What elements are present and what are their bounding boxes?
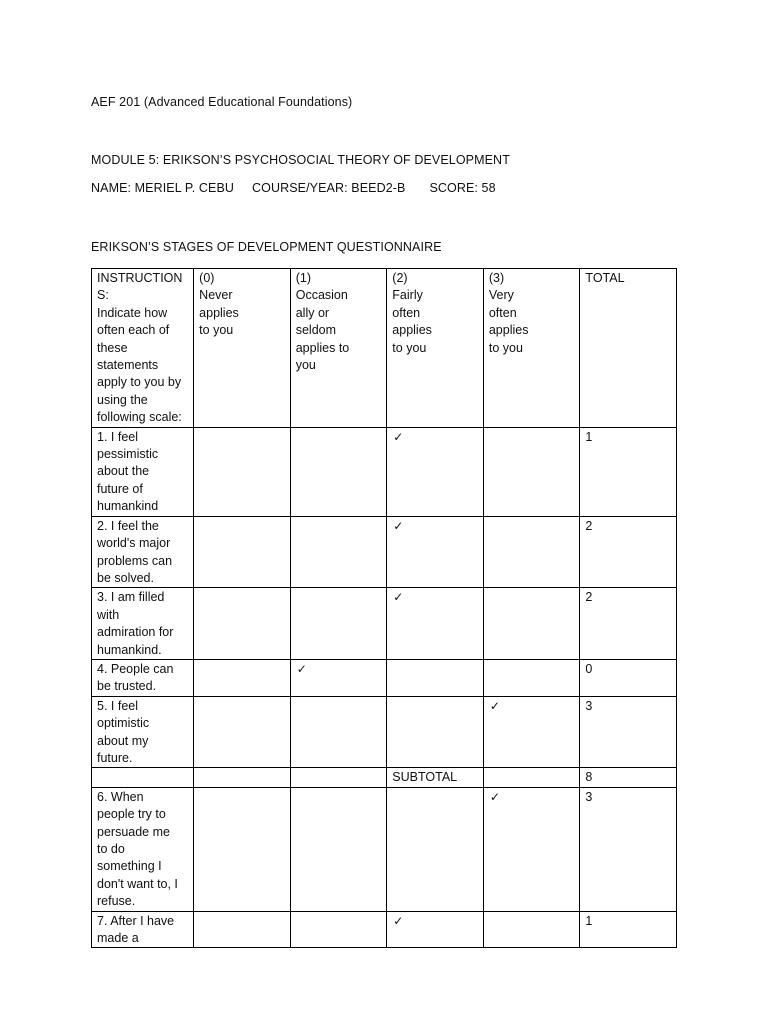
rating-cell-0 [194, 516, 291, 588]
rating-cell-0 [194, 787, 291, 911]
statement-cell: 2. I feel the world's major problems can be solved. [92, 516, 194, 588]
rating-cell-3 [483, 911, 580, 948]
statement-cell: 5. I feel optimistic about my future. [92, 696, 194, 768]
total-header: TOTAL [580, 269, 677, 428]
rating-cell-1 [290, 787, 387, 911]
rating-cell-1 [290, 588, 387, 660]
subtotal-value: 8 [580, 768, 677, 787]
total-cell: 0 [580, 659, 677, 696]
scale-header-0: (0) Never applies to you [194, 269, 291, 428]
checkmark-icon: ✓ [489, 789, 500, 804]
rating-cell-2 [387, 588, 484, 660]
table-row [92, 427, 677, 516]
rating-cell-2 [387, 516, 484, 588]
questionnaire-table [91, 268, 677, 948]
statement-cell: 4. People can be trusted. [92, 659, 194, 696]
scale-header-1: (1) Occasion ally or seldom applies to you [290, 269, 387, 428]
checkmark-icon: ✓ [393, 590, 404, 605]
table-row [92, 588, 677, 660]
statement-cell: 3. I am filled with admiration for humankind. [92, 588, 194, 660]
rating-cell-0 [194, 659, 291, 696]
rating-cell-1 [290, 696, 387, 768]
instructions-cell [92, 269, 194, 428]
checkmark-icon: ✓ [296, 661, 307, 676]
rating-cell-2 [387, 427, 484, 516]
total-cell: 2 [580, 516, 677, 588]
rating-cell-2 [387, 911, 484, 948]
rating-cell-1 [290, 911, 387, 948]
rating-cell-0 [194, 427, 291, 516]
rating-cell-0 [194, 588, 291, 660]
rating-cell-2 [387, 696, 484, 768]
subtotal-label: SUBTOTAL [387, 768, 484, 787]
rating-cell-3 [483, 588, 580, 660]
table-row [92, 516, 677, 588]
rating-cell-3 [483, 696, 580, 768]
instructions-text: INSTRUCTIONS: Indicate how often each of these statements apply to you by using the following scale: [97, 271, 183, 425]
statement-cell: 1. I feel pessimistic about the future of humankind [92, 427, 194, 516]
scale-header-3: (3) Very often applies to you [483, 269, 580, 428]
score: SCORE: 58 [429, 181, 496, 195]
questionnaire-title: ERIKSON’S STAGES OF DEVELOPMENT QUESTIONNAIRE [91, 240, 442, 254]
total-cell: 3 [580, 787, 677, 911]
student-name: NAME: MERIEL P. CEBU [91, 181, 235, 195]
table-row [92, 659, 677, 696]
rating-cell-1 [290, 516, 387, 588]
rating-cell-1 [290, 659, 387, 696]
table-header-row [92, 269, 677, 428]
total-cell: 3 [580, 696, 677, 768]
student-info-row [91, 181, 496, 195]
rating-cell-3 [483, 427, 580, 516]
rating-cell-3 [483, 787, 580, 911]
table-row [92, 696, 677, 768]
checkmark-icon: ✓ [489, 698, 500, 713]
course-year: COURSE/YEAR: BEED2-B [252, 181, 406, 195]
statement-cell: 7. After I have made a [92, 911, 194, 948]
checkmark-icon: ✓ [393, 429, 404, 444]
rating-cell-2 [387, 659, 484, 696]
rating-cell-3 [483, 516, 580, 588]
rating-cell-1 [290, 427, 387, 516]
total-cell: 2 [580, 588, 677, 660]
total-cell: 1 [580, 427, 677, 516]
course-title: AEF 201 (Advanced Educational Foundations) [91, 95, 353, 109]
total-cell: 1 [580, 911, 677, 948]
rating-cell-0 [194, 911, 291, 948]
rating-cell-3 [483, 659, 580, 696]
rating-cell-0 [194, 696, 291, 768]
checkmark-icon: ✓ [393, 913, 404, 928]
table-row [92, 787, 677, 911]
rating-cell-2 [387, 787, 484, 911]
table-row [92, 911, 677, 948]
statement-cell: 6. When people try to persuade me to do something I don't want to, I refuse. [92, 787, 194, 911]
subtotal-row [92, 768, 677, 787]
checkmark-icon: ✓ [393, 518, 404, 533]
module-title: MODULE 5: ERIKSON’S PSYCHOSOCIAL THEORY OF DEVELOPMENT [91, 153, 510, 167]
scale-header-2: (2) Fairly often applies to you [387, 269, 484, 428]
